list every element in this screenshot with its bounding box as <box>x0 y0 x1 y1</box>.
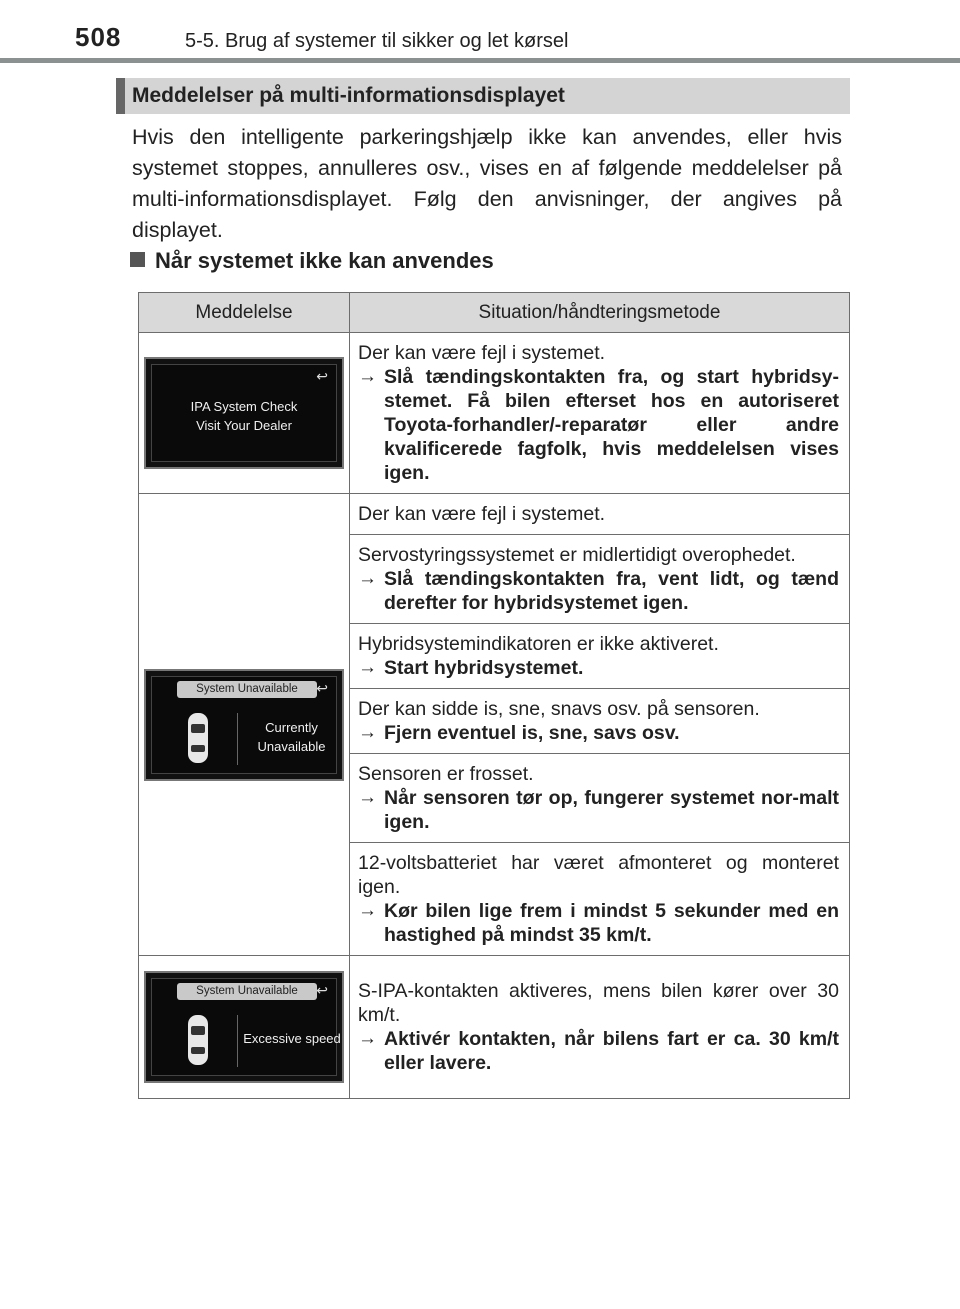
situation-cell <box>350 843 850 956</box>
message-image-cell <box>139 956 350 1099</box>
section-title: Meddelelser på multi-informationsdisplayet <box>132 84 565 107</box>
situation-cell <box>350 333 850 494</box>
table-header-row <box>139 293 850 333</box>
message-table <box>138 292 850 1099</box>
arrow-icon: → <box>358 900 377 921</box>
action-text: Slå tændingskontakten fra, og start hybridsy-stemet. Få bilen efterset hos en autoriseret Toyota-forhandler/-reparatør eller andre kvalificerede fagfolk, hvis meddelelsen vises igen. <box>384 366 839 484</box>
screen-message: Excessive speed <box>243 1031 341 1046</box>
square-bullet-icon <box>130 252 145 267</box>
situation-note: 12-voltsbatteriet har været afmonteret og monteret igen. <box>358 852 839 898</box>
situation-cell <box>350 624 850 689</box>
page-header <box>0 0 960 62</box>
screen-message: Currently Unavailable <box>257 719 326 754</box>
situation-cell <box>350 956 850 1099</box>
situation-note: Servostyringssystemet er midlertidigt overophedet. <box>358 544 796 566</box>
message-image-cell <box>139 333 350 494</box>
situation-cell <box>350 689 850 754</box>
table-row <box>139 333 850 494</box>
action-line <box>358 899 839 947</box>
chapter-title: 5-5. Brug af systemer til sikker og let kørsel <box>185 30 569 52</box>
arrow-icon: → <box>358 722 377 743</box>
situation-cell <box>350 754 850 843</box>
screen-divider <box>237 713 238 765</box>
column-header-message: Meddelelse <box>139 293 350 333</box>
column-header-situation: Situation/håndteringsmetode <box>350 293 850 333</box>
action-text: Når sensoren tør op, fungerer systemet nor-malt igen. <box>384 787 839 833</box>
arrow-icon: → <box>358 1028 377 1049</box>
return-icon: ↩ <box>316 679 328 696</box>
section-title-bar <box>116 78 850 114</box>
car-top-view-icon <box>184 1013 212 1067</box>
section-accent <box>116 78 125 114</box>
situation-note: S-IPA-kontakten aktiveres, mens bilen kører over 30 km/t. <box>358 980 839 1026</box>
status-pill: System Unavailable <box>177 681 317 698</box>
action-text: Kør bilen lige frem i mindst 5 sekunder med en hastighed på mindst 35 km/t. <box>384 900 839 946</box>
car-top-view-icon <box>184 711 212 765</box>
subsection-heading <box>130 248 494 274</box>
display-screen-excessive-speed <box>144 971 344 1083</box>
display-screen-unavailable <box>144 669 344 781</box>
intro-paragraph: Hvis den intelligente parkeringshjælp ikke kan anvendes, eller hvis systemet stoppes, annulleres osv., vises en af følgende meddelelser på multi-informationsdisplayet. Følg den anvisninger, der angives på displayet. <box>132 125 842 242</box>
arrow-icon: → <box>358 787 377 808</box>
situation-note: Hybridsystemindikatoren er ikke aktiveret. <box>358 633 719 655</box>
arrow-icon: → <box>358 366 377 387</box>
action-text: Start hybridsystemet. <box>384 657 584 679</box>
table-row <box>139 956 850 1099</box>
action-text: Fjern eventuel is, sne, savs osv. <box>384 722 680 744</box>
action-line <box>358 656 839 680</box>
situation-note: Der kan sidde is, sne, snavs osv. på sensoren. <box>358 698 760 720</box>
page-number: 508 <box>75 22 122 52</box>
subsection-title: Når systemet ikke kan anvendes <box>155 248 494 273</box>
action-line <box>358 365 839 485</box>
action-line <box>358 1027 839 1075</box>
action-text: Aktivér kontakten, når bilens fart er ca. 30 km/t eller lavere. <box>384 1028 839 1074</box>
header-rule <box>0 58 960 63</box>
message-image-cell <box>139 494 350 956</box>
situation-note: Sensoren er frosset. <box>358 763 534 785</box>
action-line <box>358 786 839 834</box>
action-text: Slå tændingskontakten fra, vent lidt, og tænd derefter for hybridsystemet igen. <box>384 568 839 614</box>
arrow-icon: → <box>358 657 377 678</box>
status-pill: System Unavailable <box>177 983 317 1000</box>
action-line <box>358 721 839 745</box>
screen-divider <box>237 1015 238 1067</box>
situation-cell <box>350 535 850 624</box>
situation-note: Der kan være fejl i systemet. <box>358 342 606 364</box>
return-icon: ↩ <box>316 982 328 998</box>
display-screen-ipa-check <box>144 357 344 469</box>
return-icon: ↩ <box>316 368 328 384</box>
situation-cell <box>350 494 850 535</box>
table-row <box>139 494 850 535</box>
situation-note: Der kan være fejl i systemet. <box>358 503 606 525</box>
action-line <box>358 567 839 615</box>
screen-message: IPA System Check Visit Your Dealer <box>190 399 298 433</box>
arrow-icon: → <box>358 568 377 589</box>
